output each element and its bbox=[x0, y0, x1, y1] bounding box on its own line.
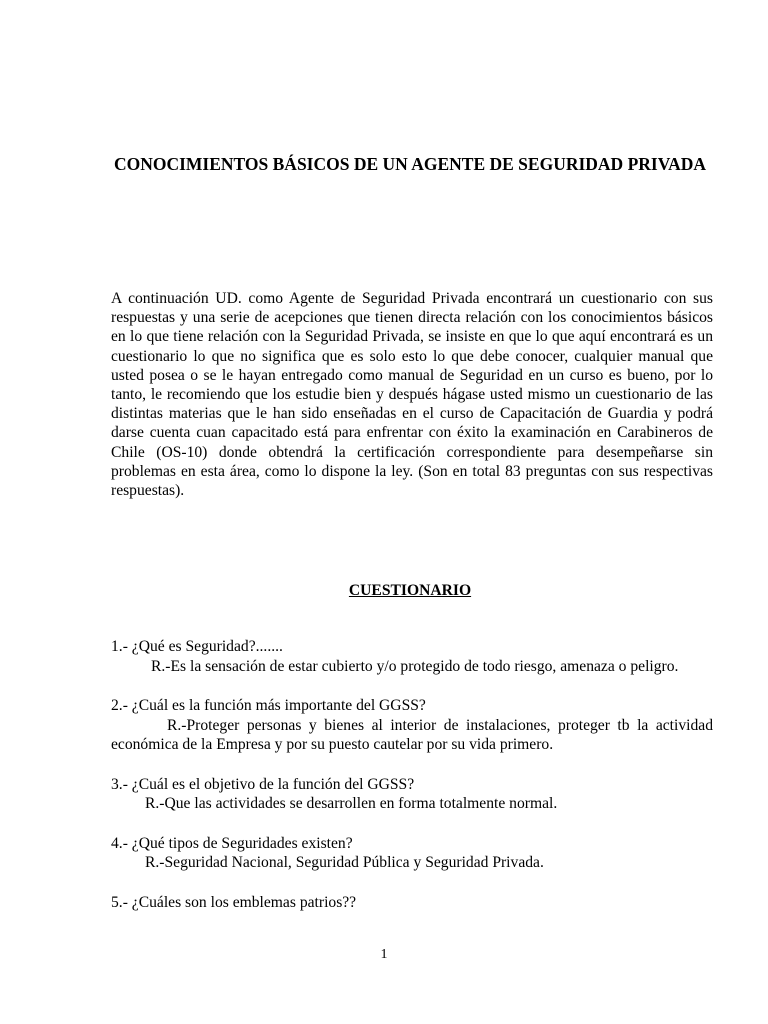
question-text: 2.- ¿Cuál es la función más importante del GGSS? bbox=[111, 697, 426, 714]
qa-item-5 bbox=[111, 893, 713, 913]
question-list bbox=[111, 637, 713, 932]
answer-text: R.-Seguridad Nacional, Seguridad Pública y Seguridad Privada. bbox=[145, 854, 544, 871]
qa-item-3 bbox=[111, 775, 713, 814]
document-title: CONOCIMIENTOS BÁSICOS DE UN AGENTE DE SEGURIDAD PRIVADA bbox=[113, 154, 707, 174]
question-text: 3.- ¿Cuál es el objetivo de la función del GGSS? bbox=[111, 775, 415, 793]
question-text: 5.- ¿Cuáles son los emblemas patrios?? bbox=[111, 893, 357, 911]
qa-item-2 bbox=[111, 696, 713, 755]
question-text: 4.- ¿Qué tipos de Seguridades existen? bbox=[111, 834, 353, 852]
qa-item-1 bbox=[111, 637, 713, 676]
page-number: 1 bbox=[380, 947, 388, 962]
answer-text: R.-Es la sensación de estar cubierto y/o protegido de todo riesgo, amenaza o peligro. bbox=[151, 657, 679, 675]
intro-paragraph: A continuación UD. como Agente de Seguridad Privada encontrará un cuestionario con sus respuestas y una serie de acepciones que tienen directa relación con los conocimientos básicos en lo que tiene relación con la Seguridad Privada, se insiste en que lo que aquí encontrará es un cuestionario lo que no significa que es solo esto lo que debe conocer, cualquier manual que usted posea o se le hayan entregado como manual de Seguridad en un curso es bueno, por lo tanto, le recomiendo que los estudie bien y después hágase usted mismo un cuestionario de las distintas materias que le han sido enseñadas en el curso de Capacitación de Guardia y podrá darse cuenta cuan capacitado está para enfrentar con éxito la examinación en Carabineros de Chile (OS-10) donde obtendrá la certificación correspondiente para desempeñarse sin problemas en esta área, como lo dispone la ley. (Son en total 83 preguntas con sus respectivas respuestas). bbox=[111, 290, 713, 500]
question-text: 1.- ¿Qué es Seguridad?....... bbox=[111, 638, 283, 655]
qa-item-4 bbox=[111, 834, 713, 873]
answer-text: R.-Que las actividades se desarrollen en forma totalmente normal. bbox=[145, 795, 558, 812]
answer-text: R.-Proteger personas y bienes al interior de instalaciones, proteger tb la actividad económica de la Empresa y por su puesto cautelar por su vida primero. bbox=[111, 716, 713, 753]
section-heading: CUESTIONARIO bbox=[348, 582, 472, 599]
